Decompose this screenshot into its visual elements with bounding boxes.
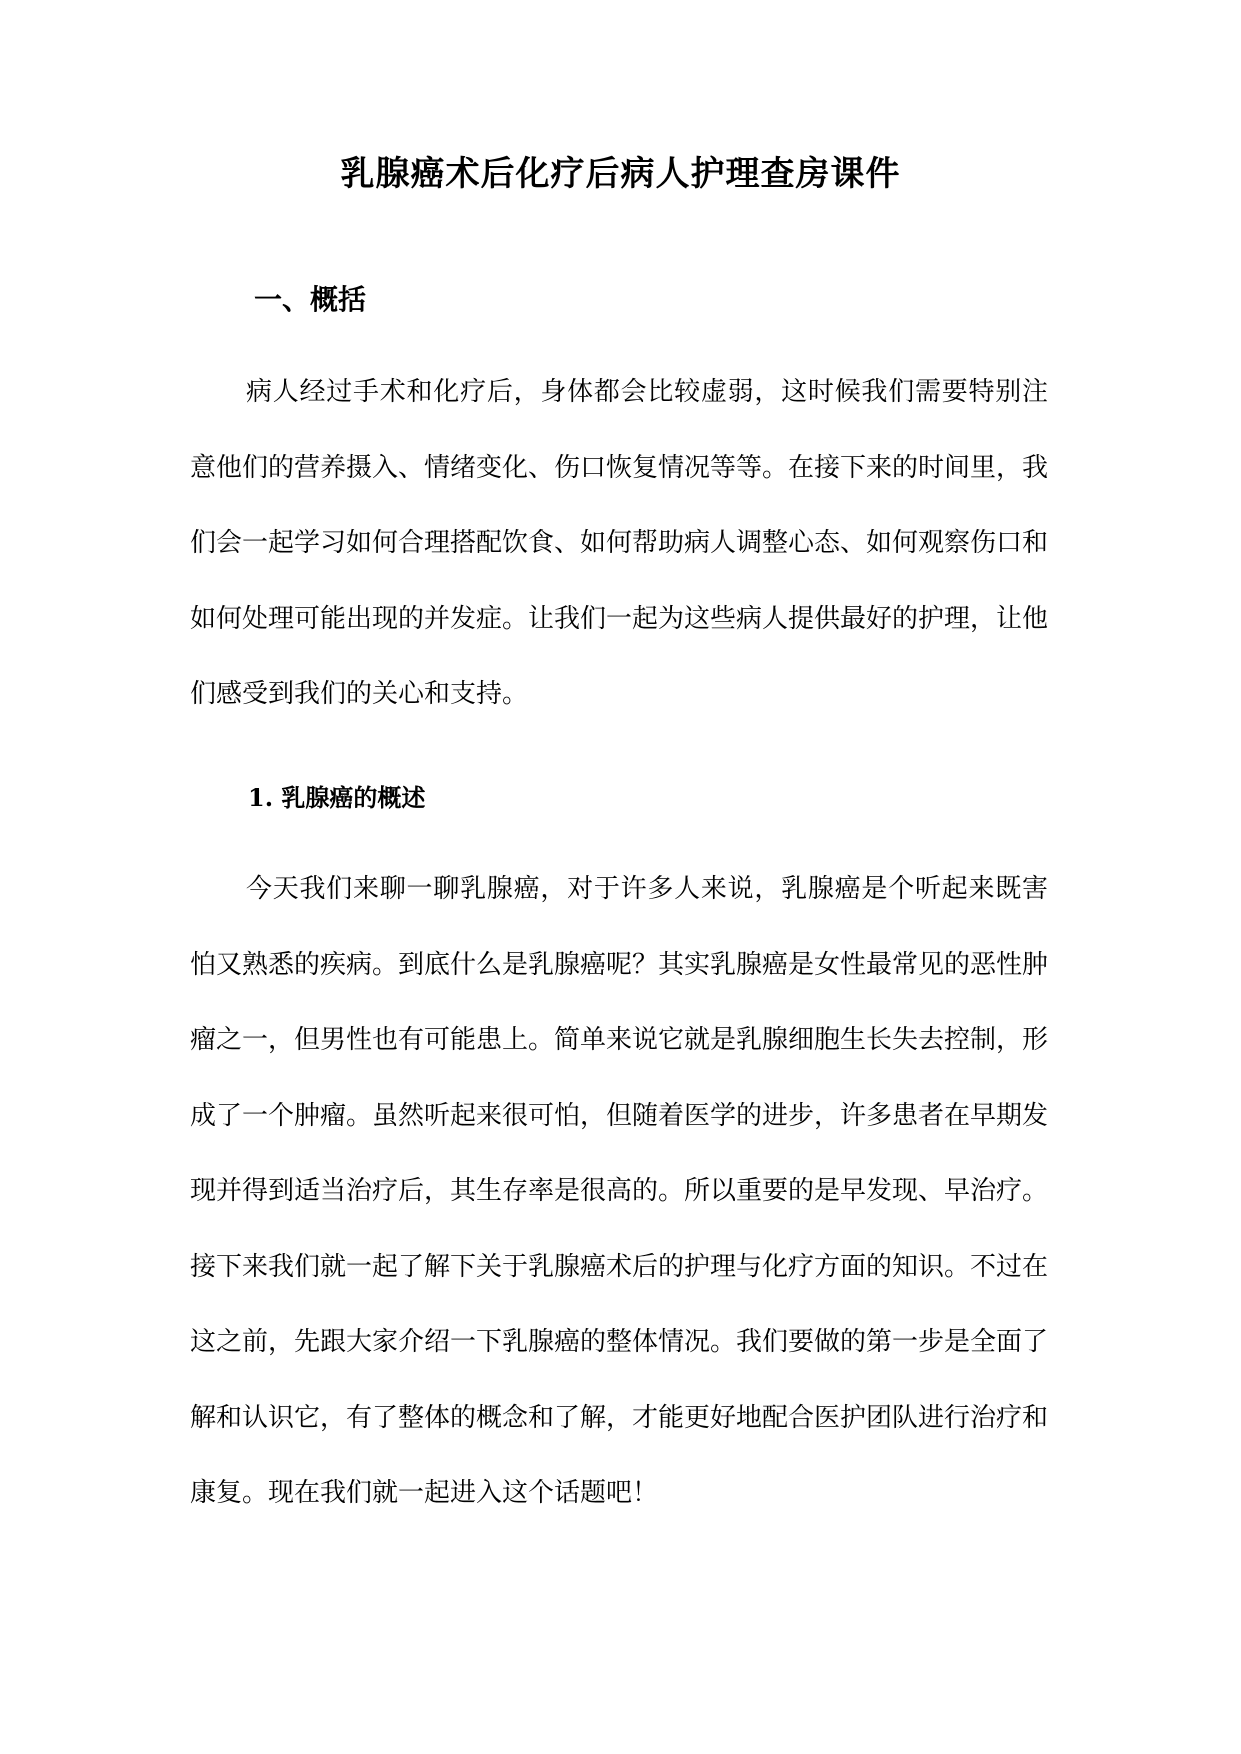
breast-cancer-overview-paragraph: 今天我们来聊一聊乳腺癌，对于许多人来说，乳腺癌是个听起来既害怕又熟悉的疾病。到底什么是乳腺癌呢？其实乳腺癌是女性最常见的恶性肿瘤之一，但男性也有可能患上。简单来说它就是乳腺细胞生长失去控制，形成了一个肿瘤。虽然听起来很可怕，但随着医学的进步，许多患者在早期发现并得到适当治疗后，其生存率是很高的。所以重要的是早发现、早治疗。接下来我们就一起了解下关于乳腺癌术后的护理与化疗方面的知识。不过在这之前，先跟大家介绍一下乳腺癌的整体情况。我们要做的第一步是全面了解和认识它，有了整体的概念和了解，才能更好地配合医护团队进行治疗和康复。现在我们就一起进入这个话题吧！ [190,874,1049,1508]
subsection-heading-breast-cancer-overview: 1. 乳腺癌的概述 [248,783,426,812]
document-title: 乳腺癌术后化疗后病人护理查房课件 [340,154,901,194]
section-heading-overview: 一、概括 [254,283,367,316]
overview-paragraph: 病人经过手术和化疗后，身体都会比较虚弱，这时候我们需要特别注意他们的营养摄入、情绪变化、伤口恢复情况等等。在接下来的时间里，我们会一起学习如何合理搭配饮食、如何帮助病人调整心态、如何观察伤口和如何处理可能出现的并发症。让我们一起为这些病人提供最好的护理，让他们感受到我们的关心和支持。 [190,377,1049,709]
